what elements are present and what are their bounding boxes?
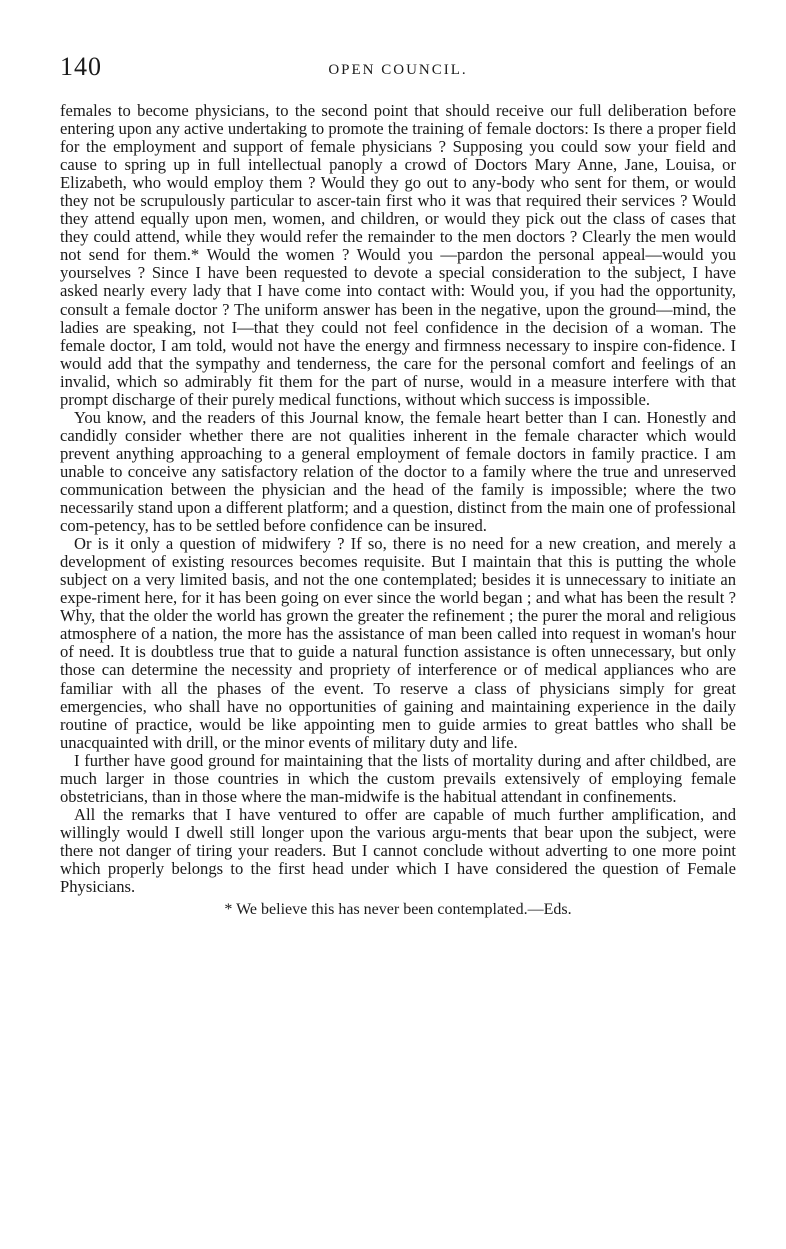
- paragraph-1: females to become physicians, to the second point that should receive our full deliberation before entering upon any active undertaking to promote the training of female doctors: Is there a proper field for the employment and support of female physicians ? Supposing you could sow your field and cause to spring up in full intellectual panoply a crowd of Doctors Mary Anne, Jane, Louisa, or Elizabeth, who would employ them ? Would they go out to any-body who sent for them, or would they not be scrupulously particular to ascer-tain first who it was that required their services ? Would they attend equally upon men, women, and children, or would they pick out the class of cases that they could attend, while they would refer the remainder to the men doctors ? Clearly the men would not send for them.* Would the women ? Would you —pardon the personal appeal—would you yourselves ? Since I have been requested to devote a special consideration to the subject, I have asked nearly every lady that I have come into contact with: Would you, if you had the opportunity, consult a female doctor ? The uniform answer has been in the negative, upon the ground—mind, the ladies are speaking, not I—that they could not feel confidence in the decision of a woman. The female doctor, I am told, would not have the energy and firmness necessary to inspire con-fidence. I would add that the sympathy and tenderness, the care for the personal comfort and feelings of an invalid, which so admirably fit them for the part of nurse, would in a measure interfere with that prompt discharge of their purely medical functions, without which success is impossible.: [60, 101, 736, 409]
- page-header: [60, 52, 736, 82]
- paragraph-4: I further have good ground for maintaining that the lists of mortality during and after childbed, are much larger in those countries in which the custom prevails extensively of employing female obstetricians, than in those where the man-midwife is the habitual attendant in confinements.: [60, 750, 736, 806]
- article-body: [60, 102, 736, 896]
- running-head: OPEN COUNCIL.: [328, 62, 468, 78]
- paragraph-5: All the remarks that I have ventured to offer are capable of much further amplification, and willingly would I dwell still longer upon the various argu-ments that bear upon the subject, were there not danger of tiring your readers. But I cannot conclude without adverting to one more point which properly belongs to the first head under which I have considered the question of Female Physicians.: [60, 804, 736, 897]
- paragraph-3: Or is it only a question of midwifery ? If so, there is no need for a new creation, and merely a development of existing resources becomes requisite. But I maintain that this is putting the whole subject on a very limited basis, and not the one contemplated; besides it is unnecessary to initiate an expe-riment here, for it has been going on ever since the world began ; and what has been the result ? Why, that the older the world has grown the greater the refinement ; the purer the moral and religious atmosphere of a nation, the more has the assistance of man been called into request in woman's hour of need. It is doubtless true that to guide a natural function assistance is often unnecessary, but only those can determine the necessity and propriety of interference or of medical appliances who are familiar with all the phases of the event. To reserve a class of physicians simply for great emergencies, who shall have no opportunities of gaining and maintaining experience in the daily routine of practice, would be like appointing men to guide armies to great battles who shall be unacquainted with drill, or the minor events of military duty and life.: [60, 534, 736, 752]
- paragraph-2: You know, and the readers of this Journal know, the female heart better than I can. Honestly and candidly consider whether there are not qualities inherent in the female character which would prevent anything approaching to a general employment of female doctors in family practice. I am unable to conceive any satisfactory relation of the doctor to a family where the true and unreserved communication between the physician and the head of the family is impossible; where the two necessarily stand upon a different platform; and a question, distinct from the main one of professional com-petency, has to be settled before confidence can be insured.: [60, 407, 736, 536]
- footnote: * We believe this has never been contemplated.—Eds.: [224, 901, 572, 919]
- page-number: 140: [60, 52, 102, 81]
